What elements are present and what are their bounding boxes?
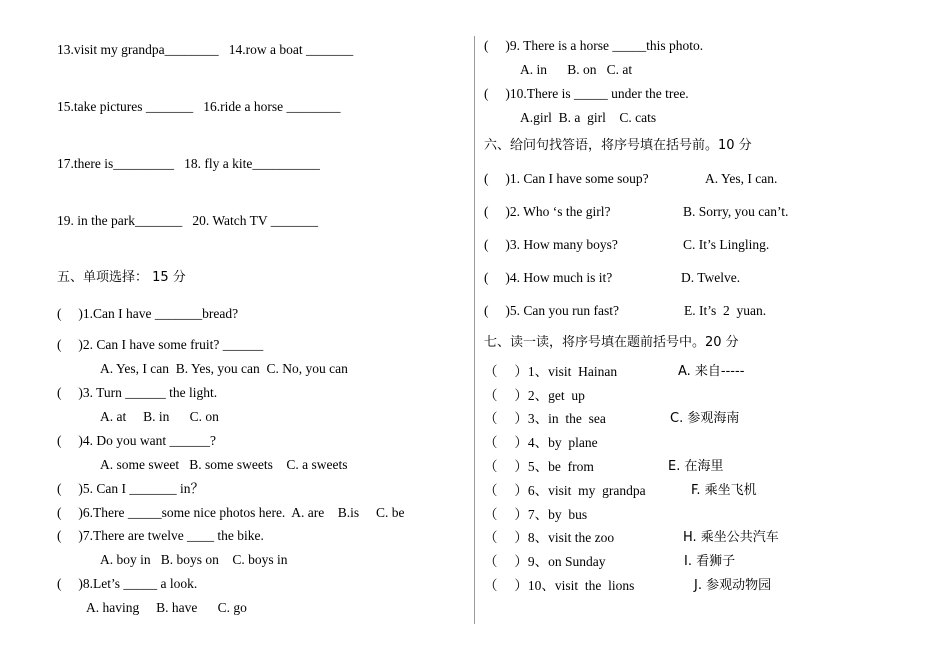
phrase-line: 17.there is_________ 18. fly a kite__________ <box>57 156 320 171</box>
question-line: ( )3. Turn ______ the light. <box>57 385 218 400</box>
read-item: （ ）6、visit my grandpa <box>484 483 646 498</box>
match-question: ( )4. How much is it? <box>484 270 613 285</box>
match-answer: C. It’s Lingling. <box>683 237 770 252</box>
read-answer: F. 乘坐飞机 <box>691 483 757 498</box>
option-line: A. in B. on C. at <box>520 62 633 77</box>
read-item: （ ）1、visit Hainan <box>484 364 618 379</box>
option-line: A. Yes, I can B. Yes, you can C. No, you can <box>100 361 348 376</box>
section-6-title: 六、给问句找答语，将序号填在括号前。10 分 <box>484 138 752 153</box>
match-answer: B. Sorry, you can’t. <box>683 204 789 219</box>
match-question: ( )1. Can I have some soup? <box>484 171 649 186</box>
section-5-title: 五、单项选择： 15 分 <box>57 270 186 285</box>
read-answer: J. 参观动物园 <box>694 578 772 593</box>
option-line: A. some sweet B. some sweets C. a sweets <box>100 457 348 472</box>
read-item: （ ）10、visit the lions <box>484 578 635 593</box>
question-line: ( )1.Can I have _______bread? <box>57 306 239 321</box>
read-item: （ ）2、get up <box>484 388 585 403</box>
question-line: ( )4. Do you want ______? <box>57 433 216 448</box>
read-answer: I. 看狮子 <box>684 554 736 569</box>
phrase-line: 15.take pictures _______ 16.ride a horse ________ <box>57 99 341 114</box>
section-7-title: 七、读一读，将序号填在题前括号中。20 分 <box>484 335 739 350</box>
question-line: ( )5. Can I _______ in？ <box>57 481 204 496</box>
phrase-line: 13.visit my grandpa________ 14.row a boat _______ <box>57 42 354 57</box>
match-question: ( )5. Can you run fast? <box>484 303 619 318</box>
read-answer: H. 乘坐公共汽车 <box>683 530 779 545</box>
option-line: A. having B. have C. go <box>86 600 247 615</box>
question-line: ( )2. Can I have some fruit? ______ <box>57 337 264 352</box>
option-line: A.girl B. a girl C. cats <box>520 110 657 125</box>
read-answer: E. 在海里 <box>668 459 724 474</box>
question-line: ( )6.There _____some nice photos here. A. are B.is C. be <box>57 505 405 520</box>
option-line: A. boy in B. boys on C. boys in <box>100 552 288 567</box>
read-item: （ ）8、visit the zoo <box>484 530 615 545</box>
read-answer: C. 参观海南 <box>670 411 740 426</box>
match-answer: A. Yes, I can. <box>705 171 778 186</box>
read-item: （ ）9、on Sunday <box>484 554 606 569</box>
match-question: ( )2. Who ‘s the girl? <box>484 204 611 219</box>
read-item: （ ）5、be from <box>484 459 594 474</box>
read-item: （ ）3、in the sea <box>484 411 606 426</box>
match-answer: D. Twelve. <box>681 270 741 285</box>
question-line: ( )8.Let’s _____ a look. <box>57 576 198 591</box>
read-item: （ ）7、by bus <box>484 507 588 522</box>
question-line: ( )7.There are twelve ____ the bike. <box>57 528 264 543</box>
read-item: （ ）4、by plane <box>484 435 598 450</box>
question-line: ( )9. There is a horse _____this photo. <box>484 38 704 53</box>
read-answer: A. 来自----- <box>678 364 745 379</box>
phrase-line: 19. in the park_______ 20. Watch TV _______ <box>57 213 319 228</box>
match-answer: E. It’s 2 yuan. <box>684 303 767 318</box>
option-line: A. at B. in C. on <box>100 409 219 424</box>
match-question: ( )3. How many boys? <box>484 237 618 252</box>
question-line: ( )10.There is _____ under the tree. <box>484 86 689 101</box>
column-divider <box>474 36 475 624</box>
